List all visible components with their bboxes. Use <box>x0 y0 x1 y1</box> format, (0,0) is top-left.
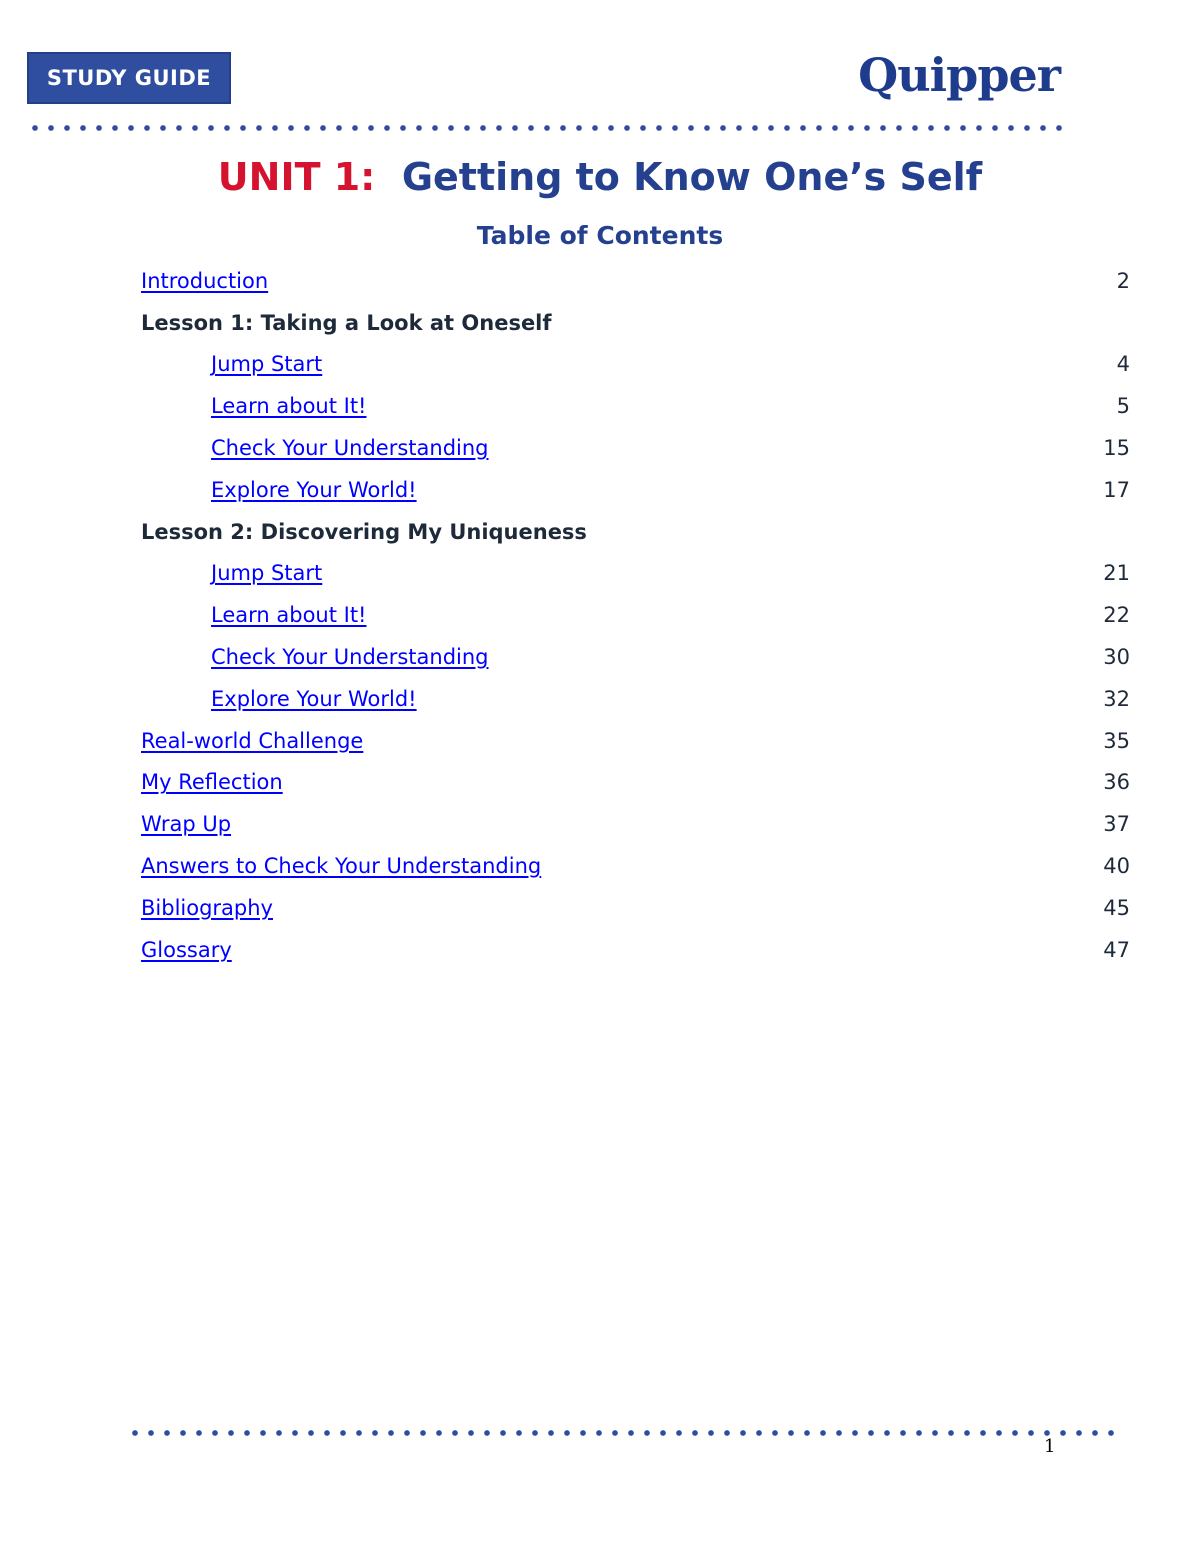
toc-link-item <box>141 803 1130 845</box>
toc-page-number: 47 <box>1103 937 1130 962</box>
unit-title <box>0 155 1200 199</box>
toc-link-item <box>141 845 1130 887</box>
toc-label[interactable]: Check Your Understanding <box>211 645 489 670</box>
toc-link-item <box>141 636 1130 678</box>
toc-label[interactable]: Answers to Check Your Understanding <box>141 854 542 879</box>
toc-link-item <box>141 762 1130 804</box>
page-number: 1 <box>1044 1436 1056 1457</box>
toc-page-number: 36 <box>1103 770 1130 795</box>
toc-link-item <box>141 594 1130 636</box>
toc-lesson-heading <box>141 511 1130 553</box>
toc-page-number: 15 <box>1103 436 1130 461</box>
toc-page-number: 40 <box>1103 854 1130 879</box>
toc-link-item <box>141 553 1130 595</box>
toc-page-number: 30 <box>1103 645 1130 670</box>
toc-label: Lesson 2: Discovering My Uniqueness <box>141 519 587 544</box>
toc-label[interactable]: Jump Start <box>211 352 323 377</box>
top-dotted-divider <box>27 125 1067 131</box>
unit-name: Getting to Know One’s Self <box>401 155 983 199</box>
toc-page-number: 17 <box>1103 477 1130 502</box>
toc-page-number: 35 <box>1103 728 1130 753</box>
toc-link-item <box>141 720 1130 762</box>
toc-page-number: 5 <box>1116 394 1130 419</box>
toc-link-item <box>141 678 1130 720</box>
toc-link-item <box>141 887 1130 929</box>
toc-label[interactable]: Jump Start <box>211 561 323 586</box>
toc-label[interactable]: Introduction <box>141 268 269 293</box>
toc-label[interactable]: Bibliography <box>141 895 273 920</box>
toc-label[interactable]: Check Your Understanding <box>211 436 489 461</box>
toc-heading: Table of Contents <box>476 221 724 250</box>
toc-page-number: 22 <box>1103 603 1130 628</box>
toc-link-item <box>141 469 1130 511</box>
toc-link-item <box>141 260 1130 302</box>
toc-label[interactable]: Explore Your World! <box>211 686 417 711</box>
toc-link-item <box>141 427 1130 469</box>
study-guide-badge <box>27 52 231 104</box>
toc-page-number: 37 <box>1103 812 1130 837</box>
toc-link-item <box>141 344 1130 386</box>
toc-link-item <box>141 929 1130 971</box>
table-of-contents <box>141 260 1130 971</box>
toc-label[interactable]: My Reflection <box>141 770 283 795</box>
toc-lesson-heading <box>141 302 1130 344</box>
toc-page-number: 45 <box>1103 895 1130 920</box>
toc-label[interactable]: Explore Your World! <box>211 477 417 502</box>
toc-page-number: 32 <box>1103 686 1130 711</box>
toc-label[interactable]: Learn about It! <box>211 394 367 419</box>
bottom-dotted-divider <box>127 1430 1121 1436</box>
toc-page-number: 4 <box>1116 352 1130 377</box>
study-guide-label: STUDY GUIDE <box>46 66 212 90</box>
toc-page-number: 21 <box>1103 561 1130 586</box>
toc-label[interactable]: Wrap Up <box>141 812 232 837</box>
toc-link-item <box>141 385 1130 427</box>
toc-label: Lesson 1: Taking a Look at Oneself <box>141 310 552 335</box>
toc-label[interactable]: Real-world Challenge <box>141 728 364 753</box>
quipper-logo: Quipper <box>858 48 1060 102</box>
toc-page-number: 2 <box>1116 268 1130 293</box>
toc-label[interactable]: Glossary <box>141 937 232 962</box>
unit-label: UNIT 1: <box>217 155 376 199</box>
toc-label[interactable]: Learn about It! <box>211 603 367 628</box>
